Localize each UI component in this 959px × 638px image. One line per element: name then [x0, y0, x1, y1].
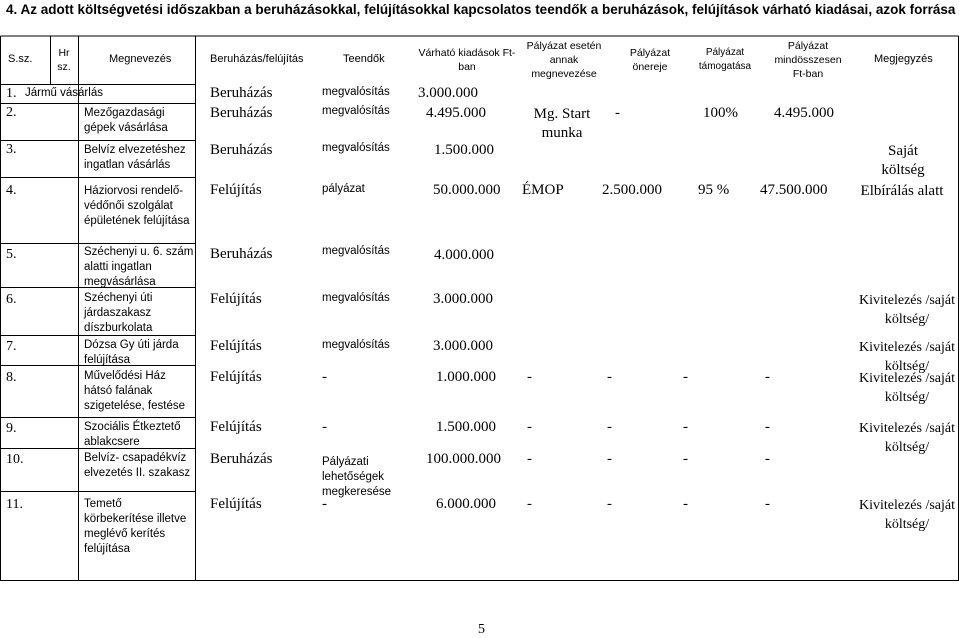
row-10-task: Pályázati lehetőségek megkeresése	[322, 456, 392, 498]
col-header-beruhazas-felujitas: Beruházás/felújítás	[210, 53, 304, 65]
row-10-name: Belvíz- csapadékvíz elvezetés II. szakasz	[84, 452, 191, 479]
col-header-teendok: Teendők	[343, 53, 385, 65]
row-8-note: Kivitelezés /saját költség/	[858, 371, 956, 405]
row-9-number: 9.	[6, 421, 17, 436]
row-1-type: Beruházás	[210, 85, 273, 101]
row-5-task: megvalósítás	[322, 245, 390, 257]
row-11-amount: 6.000.000	[436, 496, 496, 512]
row-3-amount: 1.500.000	[434, 142, 494, 158]
row-4-number: 4.	[6, 183, 17, 198]
row-7-type: Felújítás	[210, 338, 262, 354]
row-8-tender: -	[527, 369, 532, 385]
row-4-note: Elbírálás alatt	[860, 183, 944, 199]
row-1-number: 1.	[6, 86, 17, 101]
row-6-number: 6.	[6, 292, 17, 307]
row-3-number: 3.	[6, 142, 17, 157]
row-4-task: pályázat	[322, 183, 365, 195]
row-5-type: Beruházás	[210, 246, 273, 262]
col-header-ssz: S.sz.	[8, 53, 33, 65]
row-3-type: Beruházás	[210, 142, 273, 158]
col-header-palyazat-oneresz: Pályázat önereje	[629, 47, 671, 73]
row-7-name: Dózsa Gy úti járda felújítása	[84, 339, 179, 366]
row-9-tender: -	[527, 419, 532, 435]
row-9-amount: 1.500.000	[436, 419, 496, 435]
row-6-amount: 3.000.000	[433, 291, 493, 307]
row-2-own: -	[615, 105, 620, 121]
row-6-task: megvalósítás	[322, 292, 390, 304]
row-1-task: megvalósítás	[322, 86, 390, 98]
row-6-type: Felújítás	[210, 291, 262, 307]
row-11-own: -	[607, 496, 612, 512]
row-2-number: 2.	[6, 105, 17, 120]
row-7-task: megvalósítás	[322, 339, 390, 351]
col-header-palyazat-osszesen: Pályázat mindösszesen Ft-ban	[774, 40, 842, 80]
row-3-task: megvalósítás	[322, 142, 390, 154]
row-2-type: Beruházás	[210, 105, 273, 121]
row-7-note: Kivitelezés /saját költség/	[858, 340, 956, 374]
row-7-number: 7.	[6, 339, 17, 354]
row-10-number: 10.	[6, 452, 24, 467]
row-4-tender: ÉMOP	[522, 182, 564, 198]
col-header-vart-kiadasok: Várható kiadások Ft-ban	[418, 47, 516, 73]
row-11-name: Temető körbekerítése illetve meglévő kerítés felújítása	[84, 498, 187, 555]
row-4-total: 47.500.000	[760, 182, 828, 198]
row-10-tender: -	[527, 451, 532, 467]
col-header-palyazat-tamogatas: Pályázat támogatása	[698, 47, 752, 72]
row-8-number: 8.	[6, 370, 17, 385]
row-9-support: -	[683, 419, 688, 435]
row-11-support: -	[683, 496, 688, 512]
row-3-note: Saját költség	[881, 143, 925, 178]
row-4-type: Felújítás	[210, 182, 262, 198]
row-9-note: Kivitelezés /saját költség/	[858, 421, 956, 455]
row-11-total: -	[765, 496, 770, 512]
row-5-number: 5.	[6, 247, 17, 262]
row-11-task: -	[322, 496, 327, 512]
page-number: 5	[478, 622, 485, 637]
row-8-type: Felújítás	[210, 369, 262, 385]
row-9-type: Felújítás	[210, 419, 262, 435]
row-11-type: Felújítás	[210, 496, 262, 512]
row-9-name: Szociális Étkeztető ablakcsere	[84, 421, 181, 448]
row-5-amount: 4.000.000	[434, 247, 494, 263]
row-2-task: megvalósítás	[322, 105, 390, 117]
row-6-note: Kivitelezés /saját költség/	[858, 293, 956, 327]
row-5-name: Széchenyi u. 6. szám alatti ingatlan megvásárlása	[84, 246, 194, 288]
row-8-amount: 1.000.000	[436, 369, 496, 385]
row-10-amount: 100.000.000	[426, 451, 501, 467]
row-7-amount: 3.000.000	[433, 338, 493, 354]
col-header-palyazat-megnevezese: Pályázat esetén annak megnevezése	[526, 40, 602, 80]
row-9-total: -	[765, 419, 770, 435]
row-10-support: -	[683, 451, 688, 467]
row-1-amount: 3.000.000	[418, 85, 478, 101]
col-header-megjegyzes: Megjegyzés	[874, 53, 933, 65]
row-9-task: -	[322, 419, 327, 435]
row-8-name: Művelődési Ház hátsó falának szigetelése, festése	[84, 370, 186, 412]
row-8-task: -	[322, 369, 327, 385]
row-4-name: Háziorvosi rendelő-védőnői szolgálat épületének felújítása	[84, 185, 190, 227]
row-3-name: Belvíz elvezetéshez ingatlan vásárlás	[84, 144, 186, 171]
row-10-type: Beruházás	[210, 451, 273, 467]
row-1-name: Jármű vásárlás	[25, 87, 103, 99]
row-4-own: 2.500.000	[602, 182, 662, 198]
row-4-support: 95 %	[698, 182, 730, 198]
row-11-tender: -	[527, 496, 532, 512]
col-header-hrsz: Hr sz.	[57, 47, 71, 73]
row-8-own: -	[607, 369, 612, 385]
row-2-amount: 4.495.000	[426, 105, 486, 121]
row-11-note: Kivitelezés /saját költség/	[858, 498, 956, 532]
section-heading: 4. Az adott költségvetési időszakban a beruházásokkal, felújításokkal kapcsolatos teendők a beruházások, felújítások várható kiadásai, azok forrása	[6, 2, 956, 17]
row-2-total: 4.495.000	[774, 105, 834, 121]
row-8-total: -	[765, 369, 770, 385]
row-2-tender: Mg. Start munka	[533, 106, 591, 141]
row-9-own: -	[607, 419, 612, 435]
row-2-support: 100%	[703, 105, 738, 121]
row-4-amount: 50.000.000	[433, 182, 501, 198]
row-11-number: 11.	[6, 497, 23, 512]
col-header-megnevezes: Megnevezés	[109, 53, 172, 65]
row-6-name: Széchenyi úti járdaszakasz díszburkolata	[84, 292, 153, 334]
row-10-total: -	[765, 451, 770, 467]
row-10-own: -	[607, 451, 612, 467]
row-2-name: Mezőgazdasági gépek vásárlása	[84, 107, 168, 134]
row-8-support: -	[683, 369, 688, 385]
